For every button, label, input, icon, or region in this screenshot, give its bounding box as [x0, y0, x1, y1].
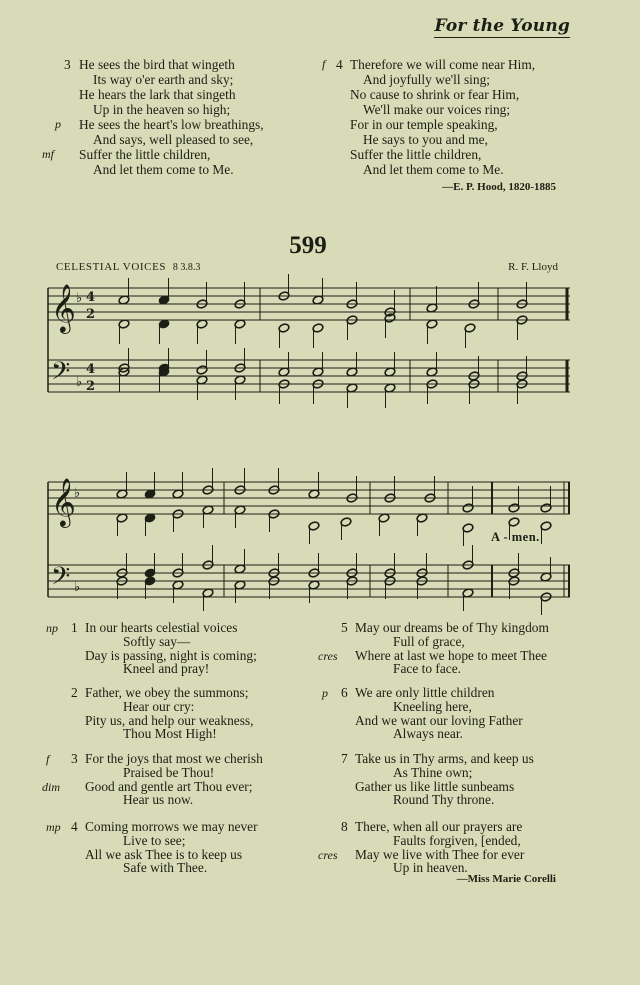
verse-line: Softly say—	[123, 633, 191, 649]
treble-clef-icon: 𝄞	[51, 477, 76, 526]
verse-line: Suffer the little children,	[350, 147, 482, 162]
composer: R. F. Lloyd	[508, 261, 558, 273]
verse-line: We'll make our voices ring;	[363, 102, 511, 117]
stanza-number: 7	[341, 751, 348, 766]
verse-line: He sees the bird that wingeth	[79, 57, 235, 72]
verse-line: And let them come to Me.	[93, 162, 234, 177]
verse-line: Face to face.	[393, 661, 462, 677]
stanza-number: 1	[71, 620, 78, 635]
verse-line: And we want our loving Father	[355, 712, 523, 728]
stanza-number: 3	[64, 57, 71, 72]
dynamic-marking: cres	[318, 648, 338, 663]
amen-lyric: A - men.	[491, 530, 540, 544]
footer-attribution: —Miss Marie Corelli	[456, 873, 556, 885]
stanza-number: 6	[341, 685, 348, 700]
dynamic-marking: f	[46, 752, 50, 766]
time-signature-bottom: 2	[86, 379, 96, 394]
dynamic-marking: dim	[42, 779, 60, 794]
stanza-number: 3	[71, 751, 78, 766]
verse-line: We are only little children	[355, 685, 495, 700]
flat-key-signature-icon: ♭	[74, 486, 81, 501]
verse-line: For the joys that most we cherish	[85, 751, 263, 766]
verse-line: And joyfully we'll sing;	[363, 72, 491, 87]
verse-line: Gather us like little sunbeams	[355, 778, 515, 794]
flat-key-signature-icon: ♭	[76, 375, 83, 390]
stanza-number: 4	[336, 57, 343, 72]
dynamic-marking: p	[55, 117, 61, 131]
bass-clef-icon: 𝄢	[51, 562, 71, 597]
verse-line: In our hearts celestial voices	[85, 620, 238, 635]
author-attribution: —E. P. Hood, 1820-1885	[442, 181, 556, 193]
dynamic-marking: cres	[318, 847, 338, 862]
verse-line: Round Thy throne.	[393, 792, 495, 808]
verse-line: Live to see;	[123, 832, 186, 848]
verse-line: Day is passing, night is coming;	[85, 647, 257, 663]
verse-line: Pity us, and help our weakness,	[85, 712, 254, 728]
meter: 8 3.8.3	[172, 262, 201, 273]
stanza-number: 4	[71, 819, 78, 834]
verse-line: Praised be Thou!	[123, 764, 215, 780]
time-signature-bottom: 2	[86, 307, 96, 322]
dynamic-marking: f	[322, 57, 326, 71]
verse-line: Suffer the little children,	[79, 147, 211, 162]
hymn-number: 599	[289, 232, 327, 259]
verse-line: Faults forgiven, [ended,	[393, 832, 521, 848]
dynamic-marking: np	[46, 621, 58, 635]
verse-line: Always near.	[393, 726, 463, 742]
verse-line: Kneeling here,	[393, 698, 472, 714]
verse-line: He sees the heart's low breathings,	[79, 117, 264, 132]
dynamic-marking: p	[322, 686, 328, 700]
treble-clef-icon: 𝄞	[51, 283, 76, 332]
flat-key-signature-icon: ♭	[74, 580, 81, 595]
bass-clef-icon: 𝄢	[51, 357, 71, 392]
verse-line: And says, well pleased to see,	[93, 132, 254, 147]
verse-line: And let them come to Me.	[363, 162, 504, 177]
verse-line: Father, we obey the summons;	[85, 685, 249, 700]
verse-line: For in our temple speaking,	[350, 117, 498, 132]
verse-line: Coming morrows we may never	[85, 819, 258, 834]
time-signature-top: 4	[86, 290, 96, 305]
verse-line: Hear our cry:	[123, 698, 195, 714]
time-signature-top: 4	[86, 362, 96, 377]
verse-line: Kneel and pray!	[123, 661, 210, 677]
verse-line: Up in the heaven so high;	[93, 102, 231, 117]
stanza-number: 8	[341, 819, 348, 834]
treble-staff-1	[48, 288, 570, 320]
verse-line: Take us in Thy arms, and keep us	[355, 751, 534, 766]
stanza-number: 2	[71, 685, 78, 700]
verse-line: Safe with Thee.	[123, 860, 208, 876]
verse-line: Full of grace,	[393, 633, 465, 649]
verse-line: Hear us now.	[123, 792, 194, 808]
tune-name: CELESTIAL VOICES	[56, 261, 167, 273]
flat-key-signature-icon: ♭	[76, 291, 83, 306]
verse-line: Therefore we will come near Him,	[350, 57, 536, 72]
verse-line: May we live with Thee for ever	[355, 846, 525, 862]
verse-line: Where at last we hope to meet Thee	[355, 647, 547, 663]
verse-line: As Thine own;	[393, 764, 473, 780]
verse-line: There, when all our prayers are	[355, 819, 523, 834]
verse-line: He says to you and me,	[363, 132, 488, 147]
stanza-number: 5	[341, 620, 348, 635]
verse-line: Its way o'er earth and sky;	[93, 72, 234, 87]
verse-line: May our dreams be of Thy kingdom	[355, 620, 549, 635]
verse-line: Good and gentle art Thou ever;	[85, 778, 253, 794]
section-title: For the Young	[434, 16, 570, 36]
verse-line: Up in heaven.	[393, 860, 468, 876]
verse-line: Thou Most High!	[123, 726, 217, 742]
dynamic-marking: mp	[46, 820, 61, 834]
verse-line: No cause to shrink or fear Him,	[350, 87, 520, 102]
verse-line: He hears the lark that singeth	[79, 87, 236, 102]
verse-line: All we ask Thee is to keep us	[85, 846, 243, 862]
dynamic-marking: mf	[42, 147, 54, 161]
